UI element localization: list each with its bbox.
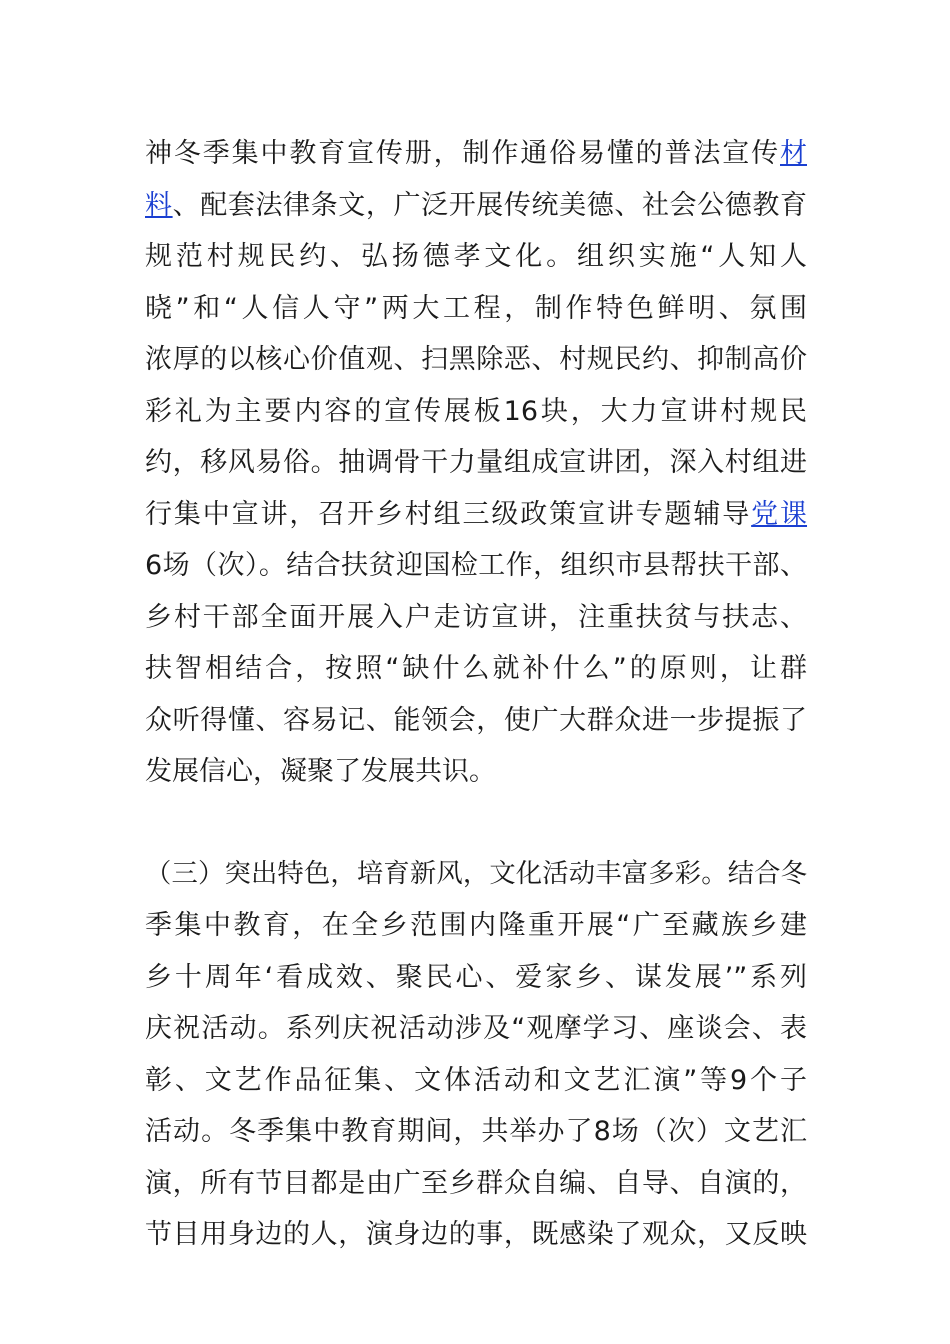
paragraph-1-line-12: 众听得懂、容易记、能领会，使广大群众进一步提振了 <box>145 704 807 736</box>
paragraph-2-line-4: 庆祝活动。系列庆祝活动涉及“观摩学习、座谈会、表 <box>145 1013 807 1044</box>
paragraph-1-line-3: 规范村规民约、弘扬德孝文化。组织实施“人知人 <box>145 241 807 272</box>
paragraph-1-line-2: 料、配套法律条文，广泛开展传统美德、社会公德教育 <box>145 189 807 221</box>
paragraph-2-line-8: 节目用身边的人，演身边的事，既感染了观众，又反映 <box>145 1219 807 1250</box>
paragraph-1-line-8: 行集中宣讲，召开乡村组三级政策宣讲专题辅导党课 <box>145 498 808 530</box>
paragraph-2-line-7: 演，所有节目都是由广至乡群众自编、自导、自演的， <box>145 1167 807 1199</box>
paragraph-1 <box>145 128 807 798</box>
paragraph-1-line-7: 约，移风易俗。抽调骨干力量组成宣讲团，深入村组进 <box>145 447 807 478</box>
paragraph-2 <box>145 849 807 1261</box>
paragraph-2-line-5: 彰、文艺作品征集、文体活动和文艺汇演”等9个子 <box>145 1064 807 1096</box>
paragraph-2-line-6: 活动。冬季集中教育期间，共举办了8场（次）文艺汇 <box>145 1116 807 1147</box>
paragraph-2-line-2: 季集中教育，在全乡范围内隆重开展“广至藏族乡建 <box>145 910 807 941</box>
paragraph-1-line-9: 6场（次）。结合扶贫迎国检工作，组织市县帮扶干部、 <box>145 550 807 581</box>
link-dangke[interactable]: 党课 <box>751 498 808 530</box>
paragraph-spacer <box>145 798 807 849</box>
paragraph-1-line-13: 发展信心，凝聚了发展共识。 <box>145 756 496 787</box>
paragraph-1-line-10: 乡村干部全面开展入户走访宣讲，注重扶贫与扶志、 <box>145 601 807 633</box>
paragraph-1-line-6: 彩礼为主要内容的宣传展板16块，大力宣讲村规民 <box>145 395 807 427</box>
paragraph-1-line-4: 晓”和“人信人守”两大工程，制作特色鲜明、氛围 <box>145 292 807 324</box>
paragraph-1-line-1: 神冬季集中教育宣传册，制作通俗易懂的普法宣传材 <box>145 138 807 169</box>
link-cailiao-part1[interactable]: 材 <box>780 138 807 169</box>
paragraph-1-line-5: 浓厚的以核心价值观、扫黑除恶、村规民约、抑制高价 <box>145 344 807 375</box>
paragraph-1-line-11: 扶智相结合，按照“缺什么就补什么”的原则，让群 <box>145 653 807 684</box>
link-cailiao-part2[interactable]: 料 <box>145 189 173 221</box>
document-page <box>145 128 807 1261</box>
paragraph-2-line-1: （三）突出特色，培育新风，文化活动丰富多彩。结合冬 <box>145 858 807 889</box>
paragraph-2-line-3: 乡十周年‘看成效、聚民心、爱家乡、谋发展’”系列 <box>145 961 807 993</box>
